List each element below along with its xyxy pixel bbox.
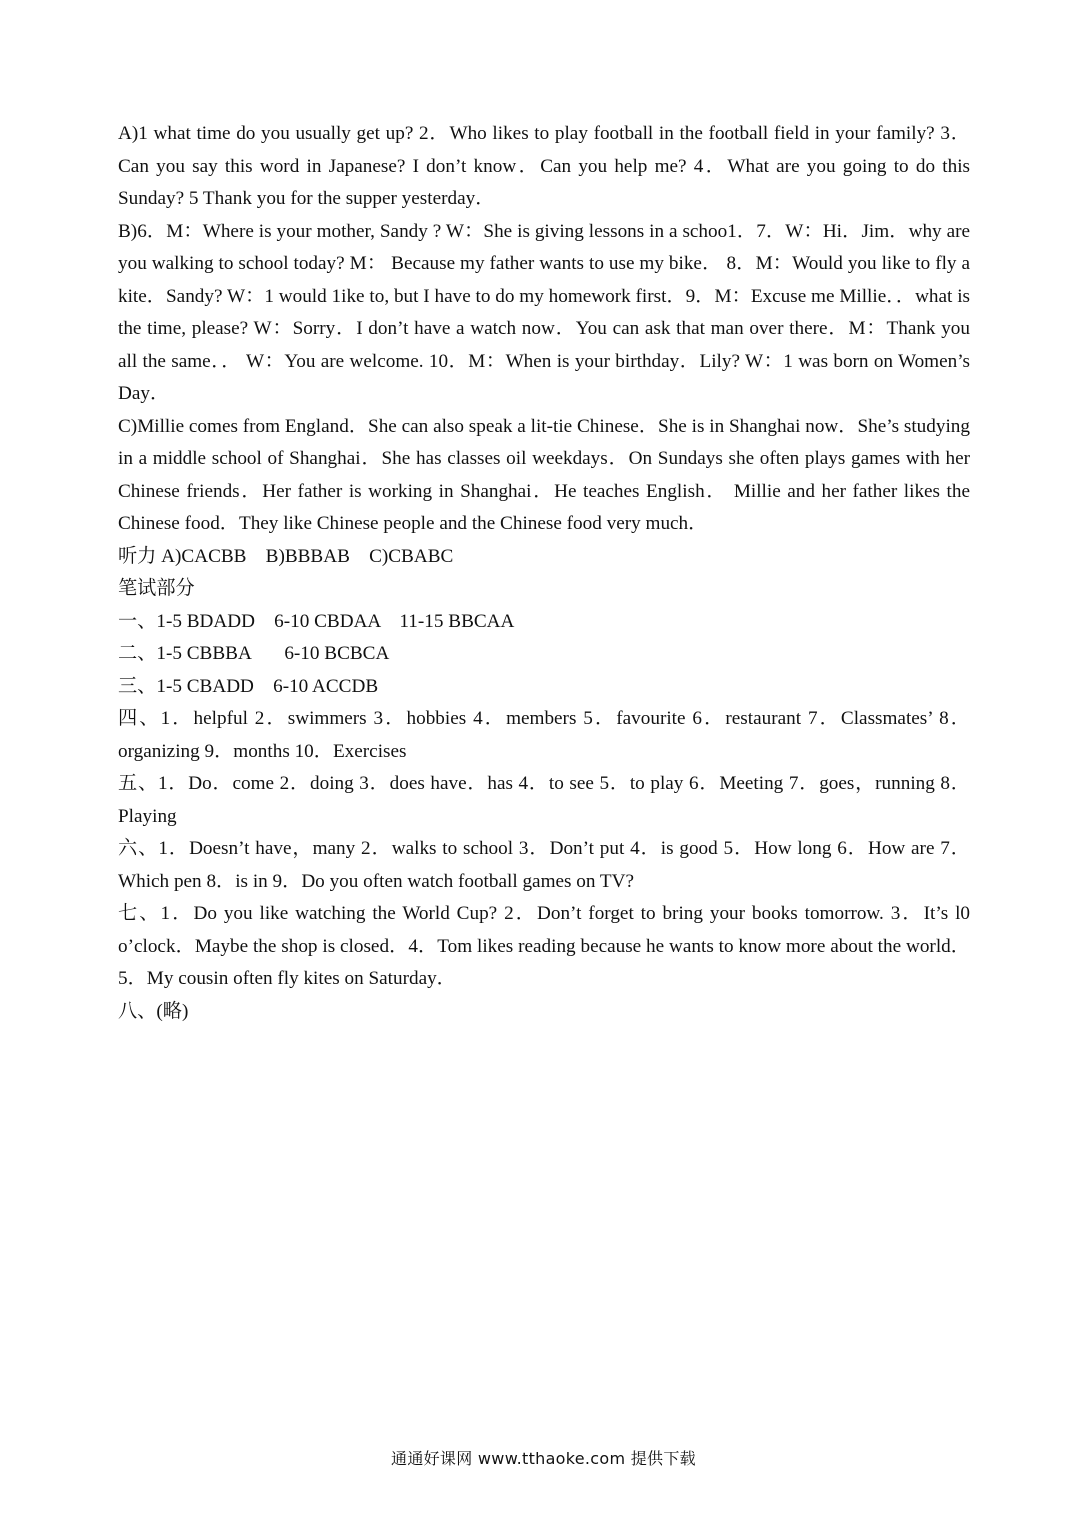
section-4-answers: 四、1．helpful 2．swimmers 3．hobbies 4．members 5．favourite 6．restaurant 7．Classmates’ 8．organizing 9．months 10．Exercises [118,708,970,762]
section-8-answers: 八、(略) [118,1000,189,1022]
section-7-answers: 七、1．Do you like watching the World Cup? 2．Don’t forget to bring your books tomorrow. 3．It’s l0 o’clock．Maybe the shop is closed．4．Tom likes reading because he wants to know more about the world．5．My cousin often fly kites on Saturday． [118,903,970,989]
written-heading: 笔试部分 [118,578,195,599]
listening-text-part-b: B)6．M：Where is your mother, Sandy ? W：She is giving lessons in a schoo1．7．W：Hi．Jim．why are you walking to school today? M： Because my father wants to use my bike． 8．M：Would you like to fly a kite．Sandy? W：1 would 1ike to, but I have to do my homework first．9．M：Excuse me Millie．．what is the time, please? W：Sorry．I don’t have a watch now．You can ask that man over there．M：Thank you all the same．． W：You are welcome. 10．M：When is your birthday．Lily? W：1 was born on Women’s Day． [118,220,970,404]
page-footer: 通通好课网 www.tthaoke.com 提供下载 [391,1449,696,1468]
answer-sheet [118,118,970,1028]
listening-answers: 听力 A)CACBB B)BBBAB C)CBABC [118,545,454,567]
section-1-answers: 一、1-5 BDADD 6-10 CBDAA 11-15 BBCAA [118,610,515,632]
listening-text-part-a: A)1 what time do you usually get up? 2．Who likes to play football in the football field in your family? 3．Can you say this word in Japanese? I don’t know．Can you help me? 4．What are you going to do this Sunday? 5 Thank you for the supper yesterday． [118,123,970,209]
section-3-answers: 三、1-5 CBADD 6-10 ACCDB [118,675,379,697]
section-2-answers: 二、1-5 CBBBA 6-10 BCBCA [118,643,390,664]
listening-text-part-c: C)Millie comes from England．She can also speak a lit-tie Chinese．She is in Shanghai now．She’s studying in a middle school of Shanghai．She has classes oil weekdays．On Sundays she often plays games with her Chinese friends．Her father is working in Shanghai．He teaches English． Millie and her father likes the Chinese food．They like Chinese people and the Chinese food very much． [118,415,970,534]
section-6-answers: 六、1．Doesn’t have，many 2．walks to school 3．Don’t put 4．is good 5．How long 6．How are 7．Which pen 8．is in 9．Do you often watch football games on TV? [118,838,970,892]
section-5-answers: 五、1．Do．come 2．doing 3．does have．has 4．to see 5．to play 6．Meeting 7．goes，running 8．Playing [118,773,970,827]
